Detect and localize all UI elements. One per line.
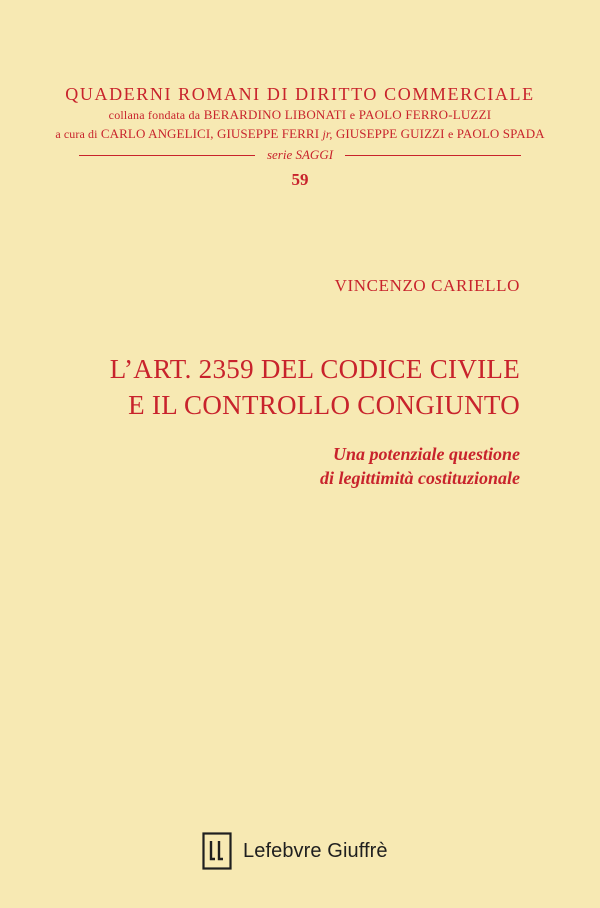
author-name: VINCENZO CARIELLO <box>334 276 520 295</box>
series-title: QUADERNI ROMANI DI DIRITTO COMMERCIALE <box>65 84 535 104</box>
series-number: 59 <box>291 170 309 189</box>
founded-prefix: collana fondata da <box>108 108 201 122</box>
founder-name-2: PAOLO FERRO-LUZZI <box>358 107 492 122</box>
book-title <box>40 351 520 423</box>
lefebvre-giuffre-logo-icon <box>202 832 232 870</box>
book-title-line-1: L’ART. 2359 DEL CODICE CIVILE <box>109 354 520 384</box>
founder-name-1: BERARDINO LIBONATI <box>203 107 347 122</box>
divider-rule-left <box>79 155 255 156</box>
series-founders-line <box>0 107 600 123</box>
editor-name-3: PAOLO SPADA <box>456 126 545 141</box>
book-title-line-2: E IL CONTROLLO CONGIUNTO <box>128 390 520 420</box>
editors-conjunction: e <box>447 127 454 141</box>
series-label: serie SAGGI <box>266 147 334 162</box>
editor-name-2: GIUSEPPE GUIZZI <box>335 126 445 141</box>
publisher-mark <box>202 832 388 870</box>
editor-jr-suffix: jr, <box>322 127 333 141</box>
editor-names-1: CARLO ANGELICI, GIUSEPPE FERRI <box>100 126 320 141</box>
founders-conjunction: e <box>349 108 356 122</box>
series-editors-line <box>0 126 600 142</box>
series-divider <box>79 147 521 163</box>
publisher-name: Lefebvre Giuffrè <box>243 839 388 862</box>
book-subtitle <box>320 442 520 490</box>
book-subtitle-line-1: Una potenziale questione <box>332 444 520 464</box>
editors-prefix: a cura di <box>55 127 98 141</box>
book-subtitle-line-2: di legittimità costituzionale <box>319 468 520 488</box>
divider-rule-right <box>345 155 521 156</box>
